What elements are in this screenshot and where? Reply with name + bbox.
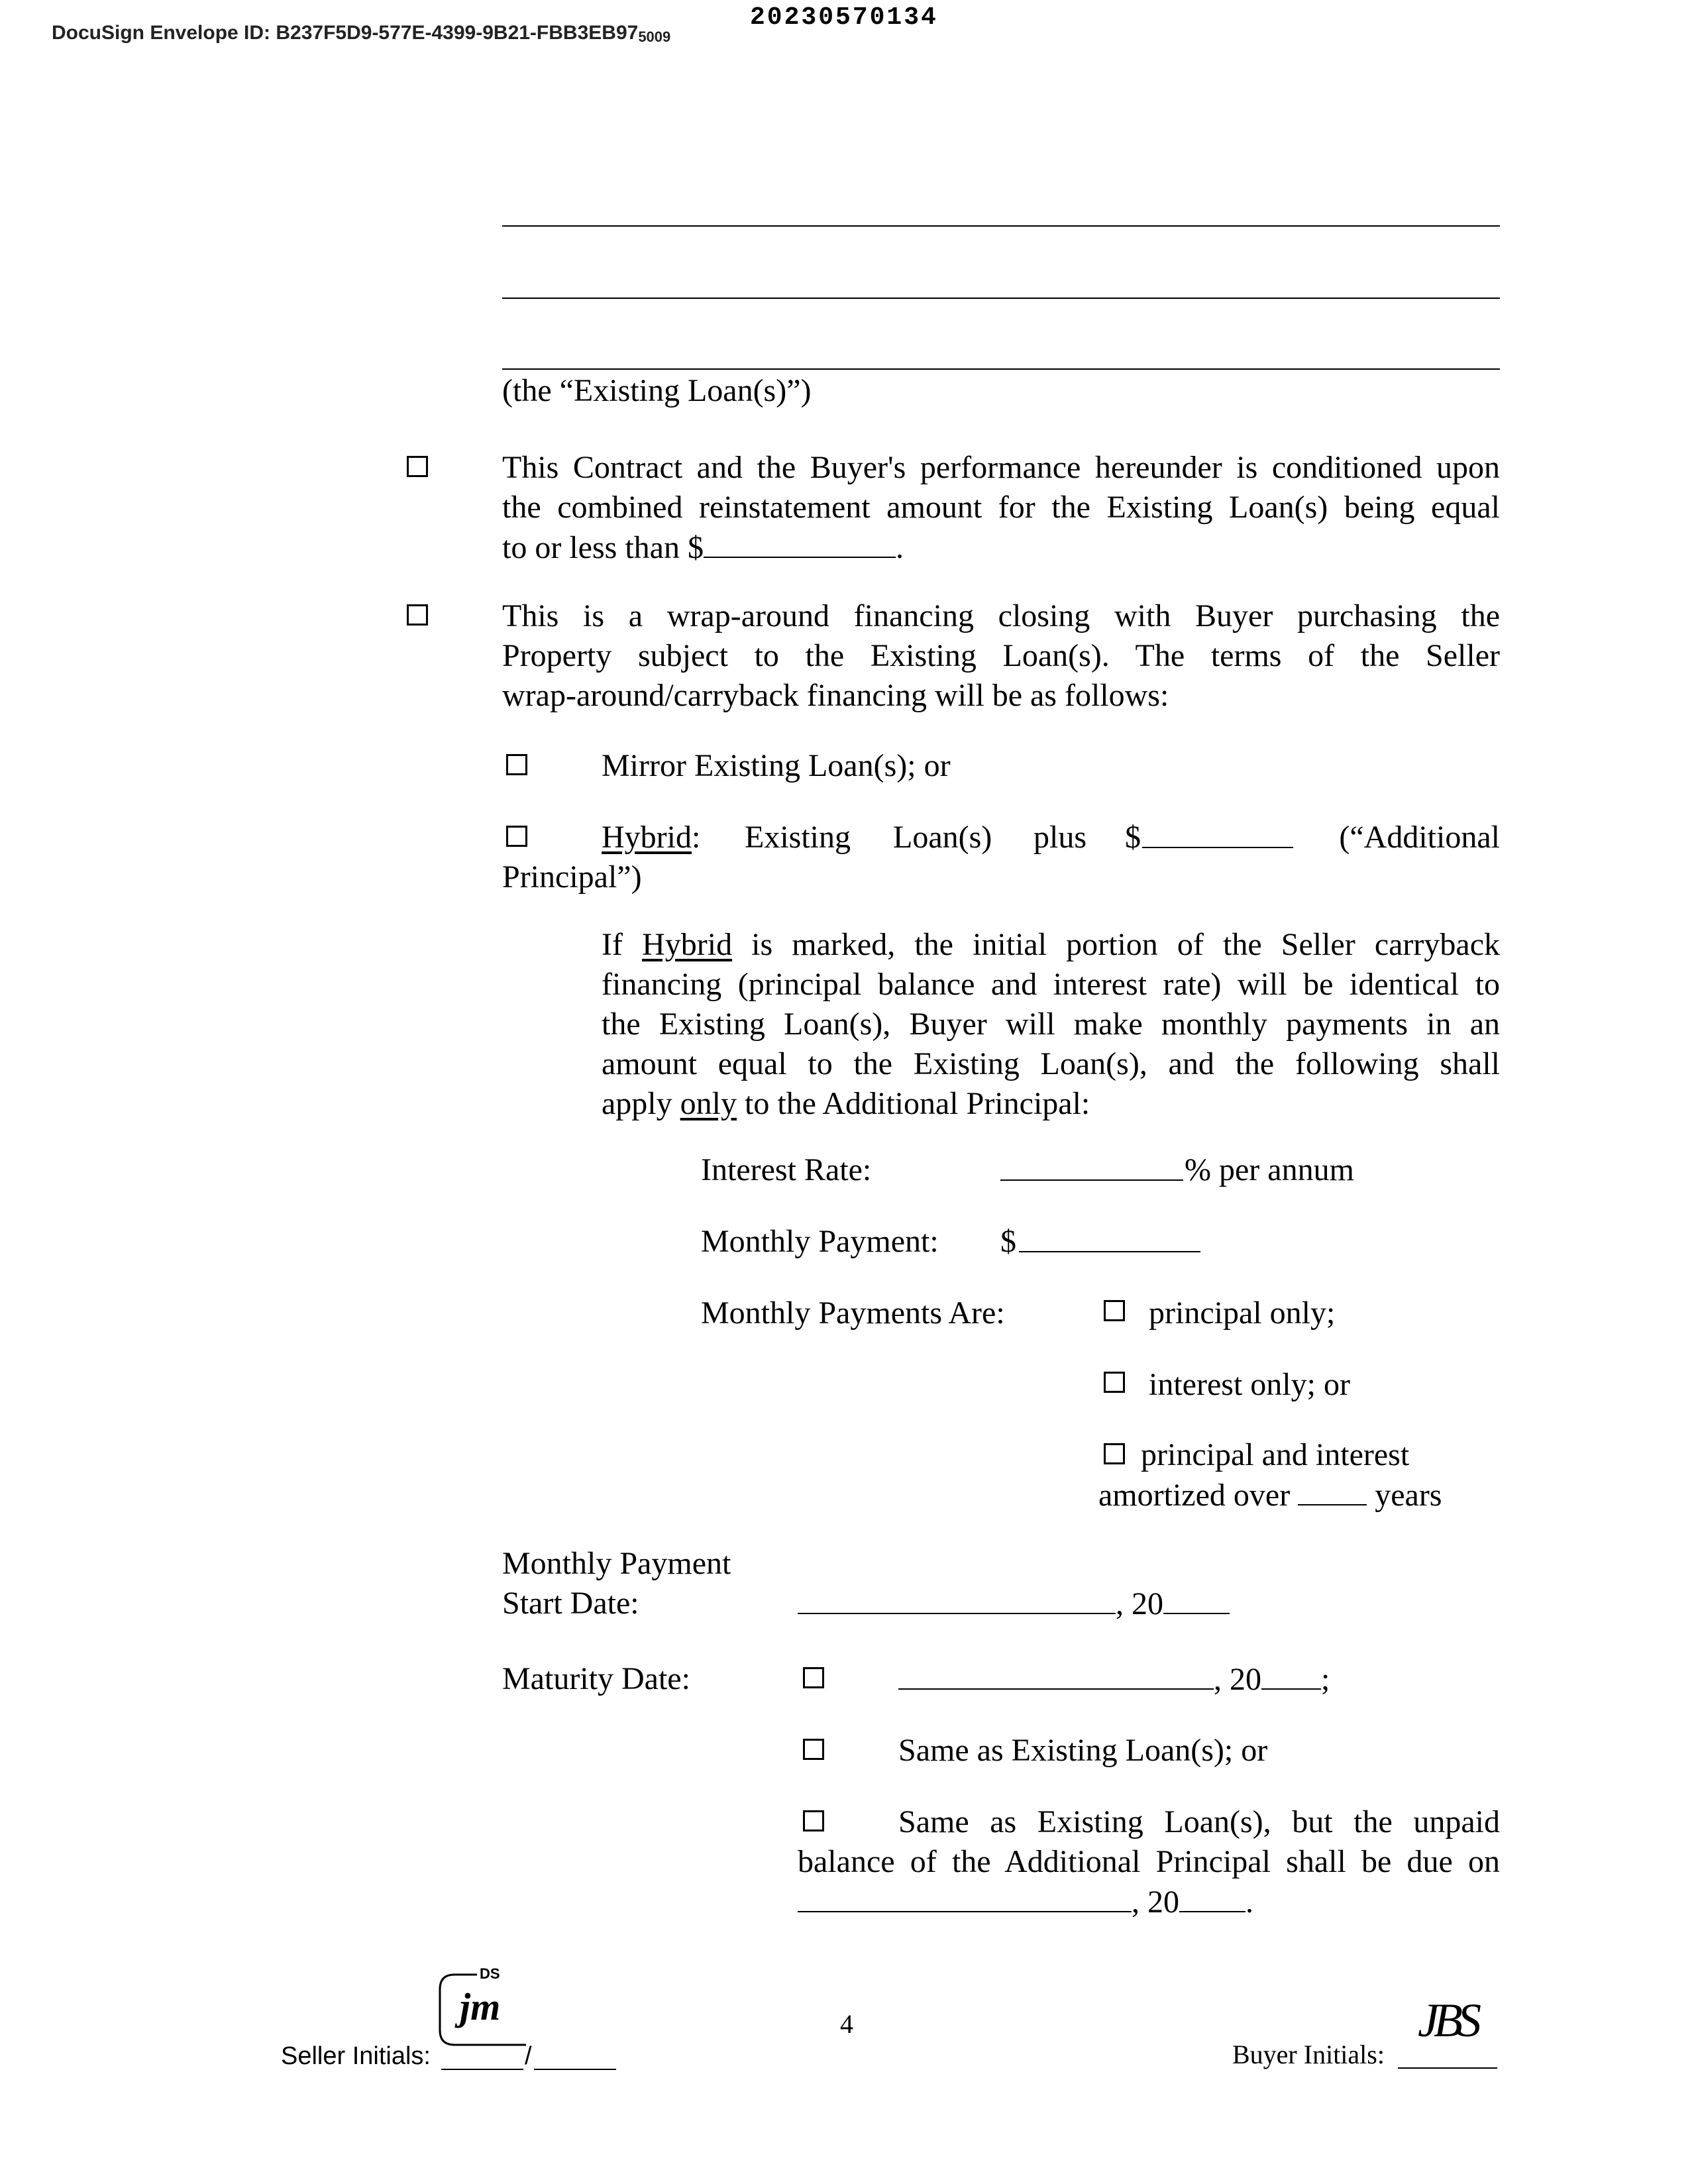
hybrid-para-line-3: the Existing Loan(s), Buyer will make monthly payments in an <box>602 1007 1500 1042</box>
page-number: 4 <box>840 2009 853 2039</box>
reinstatement-line-1: This Contract and the Buyer's performance hereunder is conditioned upon <box>502 450 1500 485</box>
document-number: 20230570134 <box>750 3 938 32</box>
principal-interest-label: principal and interest <box>1141 1437 1410 1472</box>
reinstatement-amount-field[interactable] <box>704 527 896 558</box>
same-but-line-1: Same as Existing Loan(s), but the unpaid <box>898 1804 1500 1839</box>
additional-principal-field[interactable] <box>1142 818 1293 848</box>
start-date-field[interactable] <box>798 1584 1116 1614</box>
hybrid-paragraph <box>602 925 1500 1124</box>
maturity-date-checkbox[interactable] <box>803 1667 824 1688</box>
same-but-unpaid-clause <box>798 1802 1500 1922</box>
hybrid-word-loans: Loan(s) <box>893 820 992 855</box>
docusign-seller-stamp <box>433 1967 533 2059</box>
reinstatement-line-2: the combined reinstatement amount for the Existing Loan(s) being equal <box>502 490 1500 525</box>
same-but-line-3: , 20 . <box>798 1882 1500 1922</box>
existing-loan-line-3[interactable] <box>502 368 1500 370</box>
monthly-payment-dollar: $ <box>1000 1224 1016 1259</box>
monthly-payment-label: Monthly Payment: <box>701 1224 939 1259</box>
envelope-id <box>52 20 670 50</box>
envelope-id-text: DocuSign Envelope ID: B237F5D9-577E-4399-9B21-FBB3EB97 <box>52 22 639 44</box>
initials-slash: / <box>525 2042 532 2070</box>
hybrid-option-line-1: Hybrid: Existing Loan(s) plus $ (“Additional <box>602 818 1500 857</box>
interest-rate-field[interactable] <box>1000 1150 1183 1181</box>
same-as-existing-label: Same as Existing Loan(s); or <box>898 1733 1268 1768</box>
wrap-line-1: This is a wrap-around financing closing with Buyer purchasing the <box>502 598 1500 633</box>
hybrid-option-line-2: Principal”) <box>502 859 642 895</box>
envelope-id-tail: 5009 <box>638 28 671 45</box>
hybrid-checkbox[interactable] <box>506 826 527 847</box>
hybrid-para-line-4: amount equal to the Existing Loan(s), and the following shall <box>602 1046 1500 1081</box>
start-year-field[interactable] <box>1163 1584 1230 1614</box>
hybrid-word-existing: Existing <box>745 820 851 855</box>
amortization-years-field[interactable] <box>1298 1475 1367 1505</box>
hybrid-dollar: $ <box>1125 820 1141 855</box>
principal-interest-checkbox[interactable] <box>1104 1443 1125 1464</box>
existing-loan-line-1[interactable] <box>502 225 1500 227</box>
hybrid-para-line-5: apply only to the Additional Principal: <box>602 1086 1090 1121</box>
seller-initials-signature: jm <box>460 1985 501 2028</box>
wrap-line-2: Property subject to the Existing Loan(s). The terms of the Seller <box>502 638 1500 673</box>
due-year-field[interactable] <box>1179 1882 1246 1912</box>
monthly-payment-field[interactable] <box>1019 1222 1200 1252</box>
hybrid-word-plus: plus <box>1034 820 1087 855</box>
interest-only-checkbox[interactable] <box>1104 1372 1125 1393</box>
start-date-line: , 20 <box>798 1584 1230 1624</box>
maturity-year-field[interactable] <box>1261 1659 1321 1690</box>
interest-only-label: interest only; or <box>1149 1367 1350 1402</box>
hybrid-additional: (“Additional <box>1339 820 1500 855</box>
reinstatement-clause <box>502 448 1500 568</box>
principal-only-checkbox[interactable] <box>1104 1300 1125 1321</box>
start-date-label: Monthly Payment Start Date: <box>502 1546 731 1621</box>
ds-tag: DS <box>480 1965 500 1982</box>
hybrid-word: Hybrid <box>602 820 692 855</box>
hybrid-para-line-1: If Hybrid is marked, the initial portion of the Seller carryback <box>602 927 1501 962</box>
wrap-line-3: wrap-around/carryback financing will be as follows: <box>502 678 1169 713</box>
maturity-date-line: , 20 ; <box>898 1659 1330 1700</box>
mirror-option-label: Mirror Existing Loan(s); or <box>602 748 951 783</box>
same-as-existing-checkbox[interactable] <box>803 1739 824 1760</box>
wrap-around-checkbox[interactable] <box>407 604 428 626</box>
maturity-date-label: Maturity Date: <box>502 1661 690 1696</box>
same-but-line-2: balance of the Additional Principal shall be due on <box>798 1844 1500 1879</box>
reinstatement-line-3: to or less than $ . <box>502 527 1500 568</box>
wrap-around-clause <box>502 596 1500 716</box>
payments-are-label: Monthly Payments Are: <box>701 1295 1005 1331</box>
existing-loan-line-2[interactable] <box>502 298 1500 299</box>
existing-loans-label: (the “Existing Loan(s)”) <box>502 373 812 408</box>
principal-only-label: principal only; <box>1149 1295 1336 1331</box>
maturity-date-field[interactable] <box>898 1659 1214 1690</box>
buyer-initials-signature: JBS <box>1418 1994 1476 2047</box>
hybrid-para-line-2: financing (principal balance and interest rate) will be identical to <box>602 967 1500 1002</box>
buyer-initials-label: Buyer Initials: <box>1232 2040 1385 2069</box>
seller-initials-field-2[interactable] <box>534 2042 616 2070</box>
due-date-field[interactable] <box>798 1882 1132 1912</box>
reinstatement-checkbox[interactable] <box>407 456 428 477</box>
seller-initials-label: Seller Initials: <box>281 2042 431 2070</box>
amortized-line: amortized over years <box>1098 1475 1442 1515</box>
interest-rate-label: Interest Rate: <box>701 1152 872 1187</box>
mirror-checkbox[interactable] <box>506 754 527 775</box>
interest-rate-suffix: % per annum <box>1185 1152 1354 1187</box>
